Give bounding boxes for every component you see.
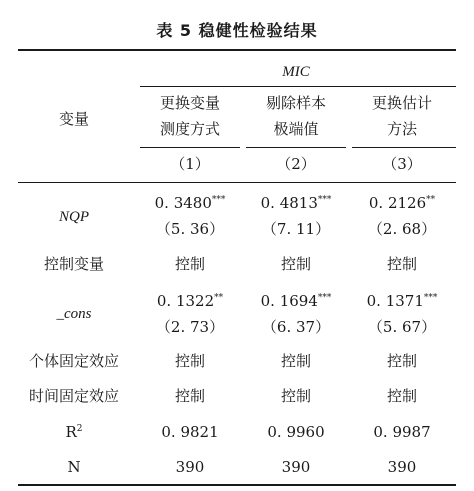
- r2-1: 0. 9821: [161, 423, 219, 441]
- bottom-rule: [18, 484, 456, 486]
- n-3: 390: [387, 458, 417, 476]
- indiv-fe-1: 控制: [174, 352, 205, 370]
- mic-underline: [140, 86, 456, 87]
- time-fe-1: 控制: [174, 387, 205, 405]
- n-2: 390: [281, 458, 311, 476]
- cons-label: _cons: [56, 306, 92, 322]
- col2-header-line1: 剔除样本: [265, 94, 326, 112]
- nqp-t-2: （7. 11）: [261, 220, 331, 238]
- col3-header-line2: 方法: [386, 120, 417, 138]
- cons-coef-3: 0. 1371***: [366, 292, 438, 310]
- r2-label: $R^2$: [65, 423, 83, 441]
- col3-number: （3）: [382, 155, 422, 173]
- nqp-t-3: （2. 68）: [367, 220, 437, 238]
- dependent-variable-label: MIC: [282, 64, 310, 80]
- indiv-fe-3: 控制: [386, 352, 417, 370]
- col3-underline: [352, 147, 456, 148]
- control-2: 控制: [280, 255, 311, 273]
- cons-t-2: （6. 37）: [261, 318, 331, 336]
- r2-3: 0. 9987: [373, 423, 431, 441]
- nqp-t-1: （5. 36）: [155, 220, 225, 238]
- time-fe-label: 时间固定效应: [28, 387, 119, 405]
- col1-header-line1: 更换变量: [159, 94, 220, 112]
- cons-t-3: （5. 67）: [367, 318, 437, 336]
- time-fe-2: 控制: [280, 387, 311, 405]
- table-title: 表 5 稳健性检验结果: [156, 21, 318, 40]
- control-label: 控制变量: [43, 255, 104, 273]
- indiv-fe-label: 个体固定效应: [28, 352, 119, 370]
- header-rule: [18, 182, 456, 183]
- cons-coef-1: 0. 1322**: [156, 292, 224, 310]
- nqp-label: NQP: [59, 209, 89, 225]
- cons-t-1: （2. 73）: [155, 318, 225, 336]
- nqp-coef-3: 0. 2126**: [368, 194, 436, 212]
- control-1: 控制: [174, 255, 205, 273]
- time-fe-3: 控制: [386, 387, 417, 405]
- nqp-coef-2: 0. 4813***: [260, 194, 332, 212]
- col1-header-line2: 测度方式: [159, 120, 220, 138]
- col3-header-line1: 更换估计: [371, 94, 432, 112]
- variable-header: 变量: [58, 110, 89, 128]
- nqp-coef-1: 0. 3480***: [154, 194, 226, 212]
- top-rule: [18, 49, 456, 51]
- indiv-fe-2: 控制: [280, 352, 311, 370]
- r2-2: 0. 9960: [267, 423, 325, 441]
- n-1: 390: [175, 458, 205, 476]
- col2-header-line2: 极端值: [273, 120, 319, 138]
- col2-number: （2）: [276, 155, 316, 173]
- col2-underline: [246, 147, 346, 148]
- cons-coef-2: 0. 1694***: [260, 292, 332, 310]
- n-label: N: [67, 458, 81, 476]
- control-3: 控制: [386, 255, 417, 273]
- col1-number: （1）: [170, 155, 210, 173]
- col1-underline: [140, 147, 240, 148]
